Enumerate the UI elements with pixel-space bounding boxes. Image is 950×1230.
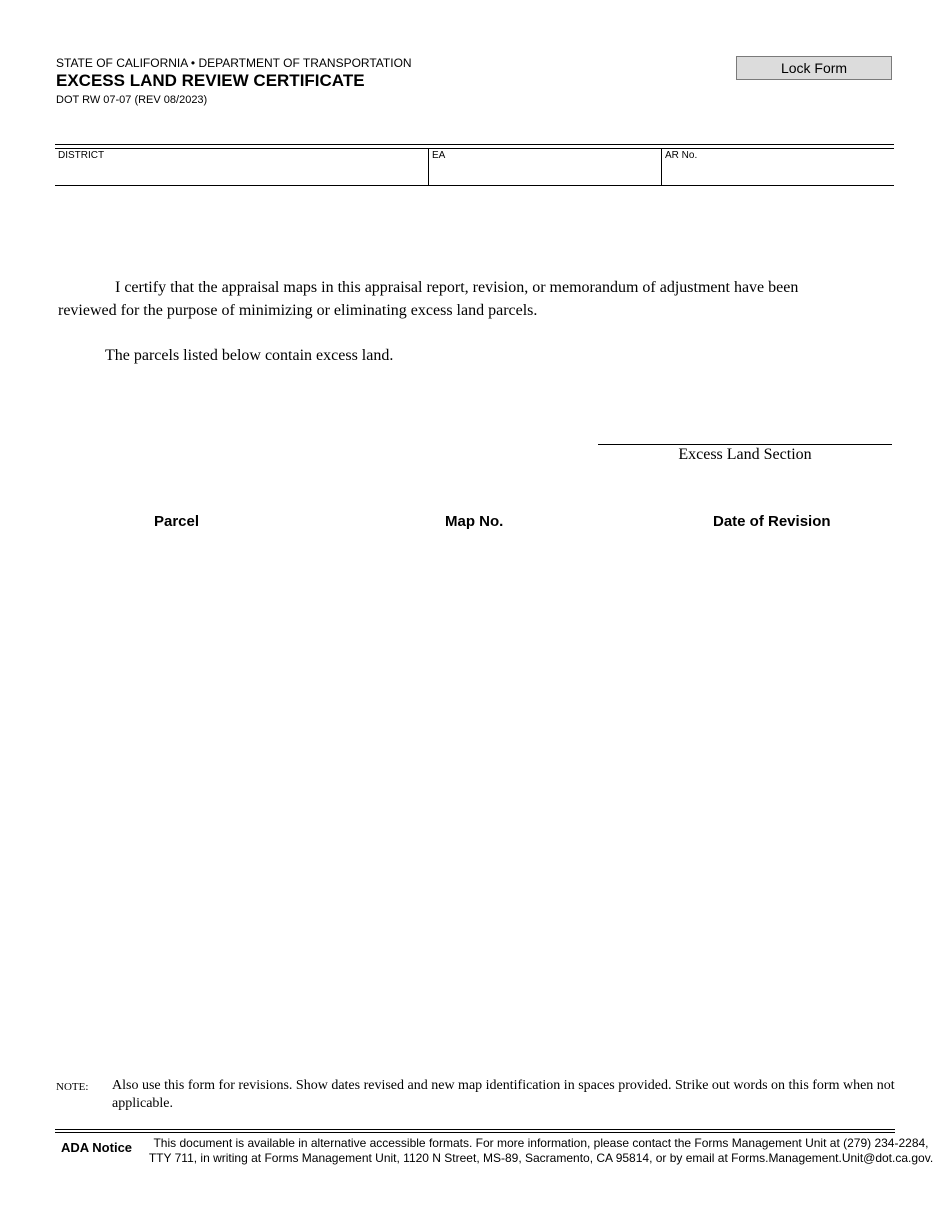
footer-rule-2 (55, 1132, 895, 1133)
ada-notice-line-1: This document is available in alternative accessible formats. For more information, please contact the Forms Management Unit at (279) 234-2284, (153, 1136, 929, 1150)
district-field[interactable] (55, 149, 428, 185)
parcels-statement: The parcels listed below contain excess land. (105, 347, 394, 364)
ar-number-label: AR No. (665, 150, 698, 161)
note-label: NOTE: (56, 1081, 89, 1093)
column-header-date-of-revision: Date of Revision (713, 513, 831, 530)
ada-notice-text (146, 1136, 936, 1166)
ada-notice-line-2: TTY 711, in writing at Forms Management Unit, 1120 N Street, MS-89, Sacramento, CA 95814, or by email at Forms.Management.Unit@dot.ca.gov. (148, 1151, 934, 1165)
form-title: EXCESS LAND REVIEW CERTIFICATE (56, 71, 365, 90)
header-fields-table (55, 144, 894, 186)
note-text: Also use this form for revisions. Show dates revised and new map identification in spaces provided. Strike out words on this form when not applicable. (112, 1078, 895, 1111)
form-number: DOT RW 07-07 (REV 08/2023) (56, 94, 208, 106)
signature-label: Excess Land Section (678, 446, 812, 463)
footer-rule (55, 1129, 895, 1130)
column-header-parcel: Parcel (154, 513, 200, 530)
agency-line: STATE OF CALIFORNIA • DEPARTMENT OF TRANSPORTATION (56, 56, 412, 70)
ada-notice-label: ADA Notice (61, 1140, 133, 1155)
ar-number-field[interactable] (661, 149, 894, 185)
signature-line[interactable] (598, 444, 892, 445)
certification-text: I certify that the appraisal maps in this appraisal report, revision, or memorandum of adjustment have been reviewed for the purpose of minimizing or eliminating excess land parcels. (58, 279, 799, 319)
column-header-map-no: Map No. (445, 513, 504, 530)
district-label: DISTRICT (58, 150, 105, 161)
lock-form-button[interactable]: Lock Form (736, 56, 892, 80)
ea-field[interactable] (428, 149, 661, 185)
ea-label: EA (432, 150, 446, 161)
